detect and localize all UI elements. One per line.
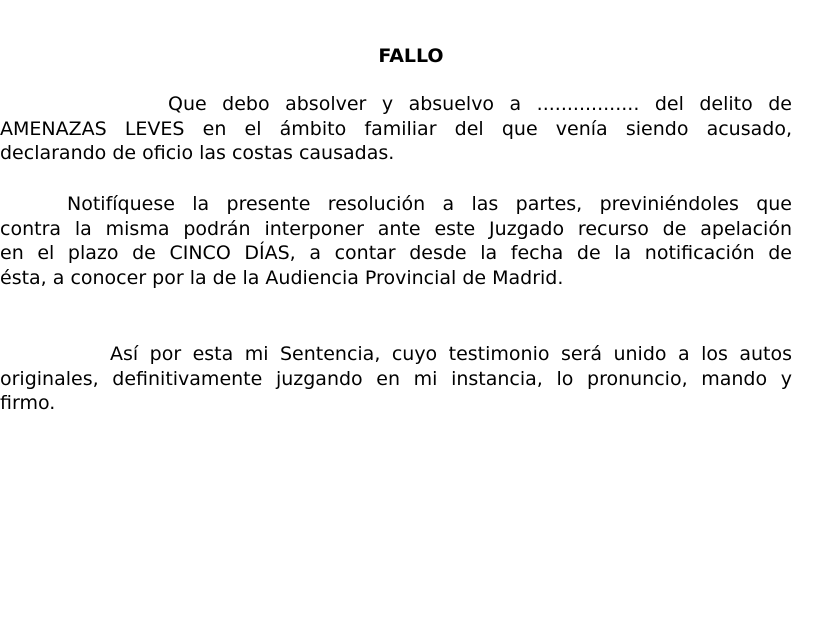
notification-line-2: contra la misma podrán interponer ante este Juzgado recurso de apelación	[0, 217, 792, 240]
ruling-line-2: AMENAZAS LEVES en el ámbito familiar del que venía siendo acusado,	[0, 117, 792, 140]
closing-paragraph	[0, 342, 792, 416]
ruling-line-3: declarando de oficio las costas causadas.	[0, 142, 395, 164]
closing-line-2: originales, definitivamente juzgando en mi instancia, lo pronuncio, mando y	[0, 367, 792, 390]
ruling-paragraph	[0, 92, 792, 166]
notification-line-4: ésta, a conocer por la de la Audiencia Provincial de Madrid.	[0, 266, 564, 289]
notification-line-1: Notifíquese la presente resolución a las partes, previniéndoles que	[67, 193, 792, 215]
notification-paragraph	[0, 192, 792, 290]
closing-line-3: firmo.	[0, 392, 56, 414]
notification-line-3: en el plazo de CINCO DÍAS, a contar desde la fecha de la notificación de	[0, 242, 792, 264]
ruling-line-1: Que debo absolver y absuelvo a ................. del delito de	[168, 93, 792, 115]
document-title: FALLO	[378, 45, 444, 67]
closing-line-1: Así por esta mi Sentencia, cuyo testimonio será unido a los autos	[110, 343, 792, 365]
